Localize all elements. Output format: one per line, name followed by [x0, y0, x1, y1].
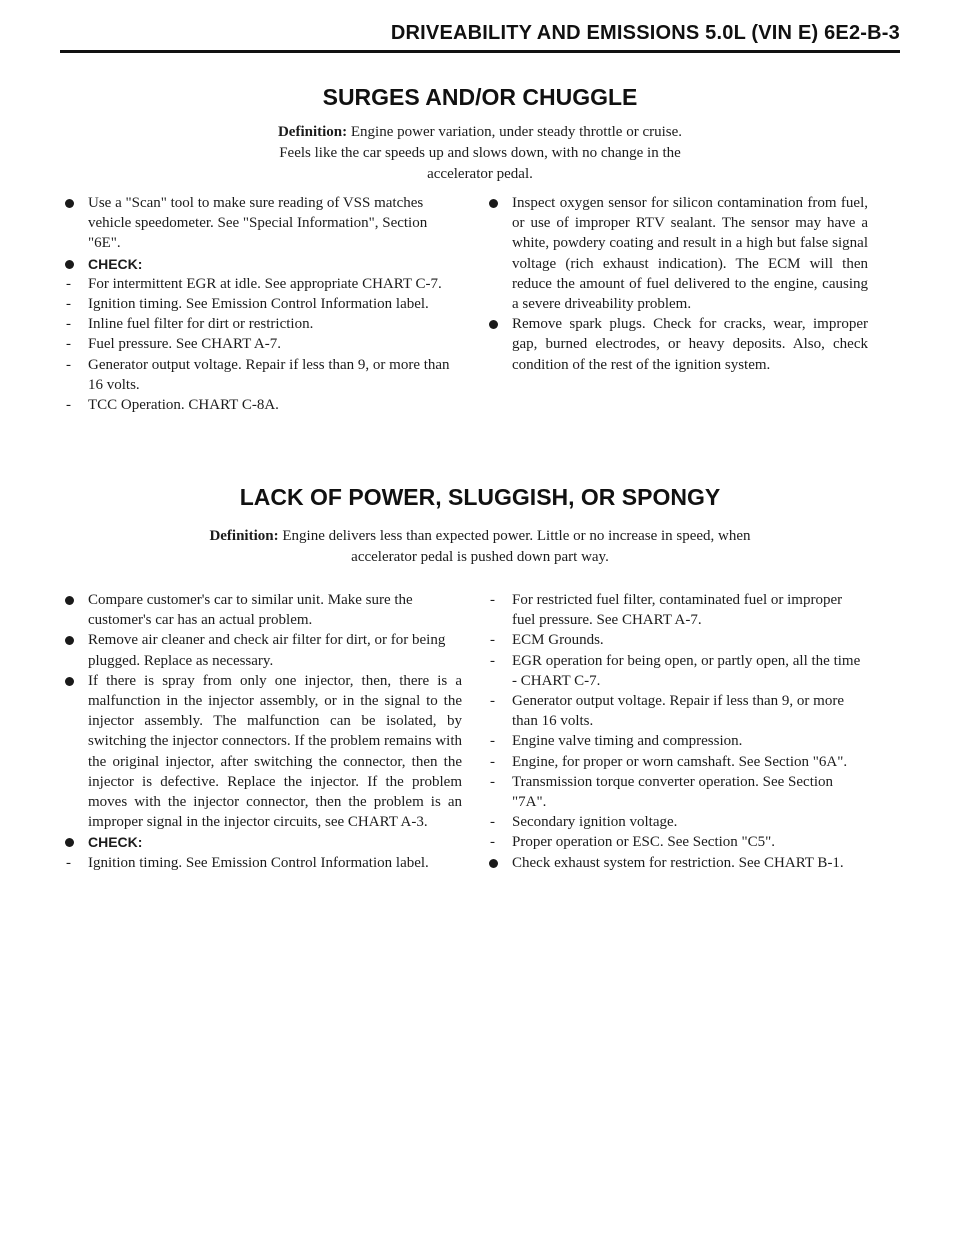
list-item: If there is spray from only one injector, then, there is a malfunction in the injector assembly, or in the signal to the injector assembly. The malfunction can be isolated, by switching the injector connectors. If the problem remains with the original injector, after switching the connector, then the injector is defective. Replace the injector. If the problem moves with the injector connector, then the problem is an improper signal in the injector circuits, see CHART A-3. [60, 671, 462, 833]
list-item: - ECM Grounds. [484, 630, 868, 650]
definition-text: Engine power variation, under steady throttle or cruise. Feels like the car speeds up and slows down, with no change in the accelerator pedal. [279, 124, 683, 182]
list-item: Remove spark plugs. Check for cracks, wear, improper gap, burned electrodes, or heavy deposits. Also, check condition of the rest of the ignition system. [484, 314, 868, 375]
check-heading: CHECK: [60, 254, 462, 274]
page-header [60, 20, 900, 53]
surges-right-column [484, 193, 868, 375]
definition-label: Definition: [277, 124, 348, 140]
header-title: DRIVEABILITY AND EMISSIONS 5.0L (VIN E) 6E2-B-3 [390, 22, 900, 44]
list-item: - Fuel pressure. See CHART A-7. [60, 334, 462, 354]
lack-of-power-right-column [484, 590, 868, 873]
list-item: - Ignition timing. See Emission Control Information label. [60, 853, 462, 873]
list-item: - Ignition timing. See Emission Control Information label. [60, 294, 462, 314]
list-item: Inspect oxygen sensor for silicon contamination from fuel, or use of improper RTV sealant. The sensor may have a white, powdery coating and result in a high but false signal voltage (rich exhaust indication). The ECM will then reduce the amount of fuel delivered to the engine, causing a severe driveability problem. [484, 193, 868, 314]
definition-surges [270, 122, 690, 185]
list-item: - Proper operation or ESC. See Section "C5". [484, 832, 868, 852]
list-item: - For intermittent EGR at idle. See appropriate CHART C-7. [60, 274, 462, 294]
list-item: - Engine, for proper or worn camshaft. See Section "6A". [484, 752, 868, 772]
list-item: - EGR operation for being open, or partly open, all the time - CHART C-7. [484, 651, 868, 691]
section-title-lack-of-power: LACK OF POWER, SLUGGISH, OR SPONGY [239, 484, 721, 510]
list-item: - For restricted fuel filter, contaminated fuel or improper fuel pressure. See CHART A-7. [484, 590, 868, 630]
definition-text: Engine delivers less than expected power. Little or no increase in speed, when accelerator pedal is pushed down part way. [282, 528, 751, 565]
list-item: - Engine valve timing and compression. [484, 731, 868, 751]
list-item: Compare customer's car to similar unit. Make sure the customer's car has an actual problem. [60, 590, 462, 630]
list-item: - Secondary ignition voltage. [484, 812, 868, 832]
list-item: Use a "Scan" tool to make sure reading of VSS matches vehicle speedometer. See "Special Information", Section "6E". [60, 193, 462, 254]
list-item: - Inline fuel filter for dirt or restriction. [60, 314, 462, 334]
list-item: - Transmission torque converter operation. See Section "7A". [484, 772, 868, 812]
section-title-surges: SURGES AND/OR CHUGGLE [322, 84, 638, 110]
surges-left-column [60, 193, 462, 415]
definition-lack-of-power [200, 526, 760, 568]
definition-label: Definition: [209, 528, 279, 544]
list-item: - Generator output voltage. Repair if less than 9, or more than 16 volts. [60, 355, 462, 395]
list-item: Check exhaust system for restriction. See CHART B-1. [484, 853, 868, 873]
list-item: Remove air cleaner and check air filter for dirt, or for being plugged. Replace as necessary. [60, 630, 462, 670]
check-heading: CHECK: [60, 832, 462, 852]
list-item: - TCC Operation. CHART C-8A. [60, 395, 462, 415]
list-item: - Generator output voltage. Repair if less than 9, or more than 16 volts. [484, 691, 868, 731]
lack-of-power-left-column [60, 590, 462, 873]
